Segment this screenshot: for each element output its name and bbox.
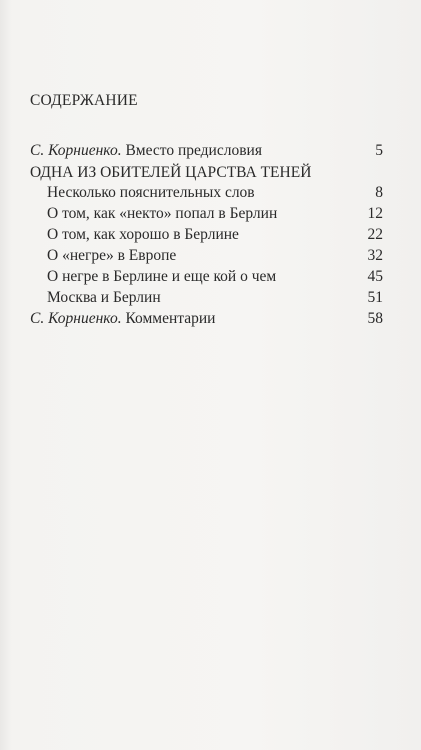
toc-entry-page: 22 bbox=[367, 226, 383, 243]
toc-entry-page: 12 bbox=[367, 205, 383, 222]
toc-entry-author: С. Корниенко. bbox=[30, 142, 122, 159]
toc-entry-title-text: Комментарии bbox=[121, 310, 216, 327]
toc-section-title: ОДНА ИЗ ОБИТЕЛЕЙ ЦАРСТВА ТЕНЕЙ bbox=[30, 164, 312, 181]
toc-entry-title bbox=[30, 308, 215, 330]
toc-entry-title: О том, как «некто» попал в Берлин bbox=[47, 205, 278, 222]
contents-heading: СОДЕРЖАНИЕ bbox=[30, 92, 138, 109]
toc-entry-title: Москва и Берлин bbox=[47, 289, 161, 306]
toc-entry-page: 32 bbox=[367, 247, 383, 264]
toc-entry-author: С. Корниенко. bbox=[30, 310, 122, 327]
toc-entry-title bbox=[30, 140, 262, 162]
toc-entry-berlin-arrival bbox=[47, 203, 383, 225]
toc-entry-berlin-good bbox=[47, 224, 383, 246]
toc-entry-europe bbox=[47, 245, 383, 267]
toc-entry-title: О «негре» в Европе bbox=[47, 247, 177, 264]
toc-entry-page: 45 bbox=[367, 268, 383, 285]
toc-entry-explanatory bbox=[47, 182, 383, 204]
toc-entry-moscow-berlin bbox=[47, 287, 383, 309]
toc-entry-page: 51 bbox=[367, 289, 383, 306]
toc-entry-title: О том, как хорошо в Берлине bbox=[47, 226, 239, 243]
toc-entry-page: 5 bbox=[375, 142, 383, 159]
toc-entry-title: Несколько пояснительных слов bbox=[47, 184, 255, 201]
toc-entry-commentary bbox=[30, 308, 383, 330]
toc-entry-berlin-more bbox=[47, 266, 383, 288]
toc-entry-title: О негре в Берлине и еще кой о чем bbox=[47, 268, 277, 285]
toc-entry-foreword bbox=[30, 140, 383, 162]
toc-entry-page: 8 bbox=[375, 184, 383, 201]
toc-entry-page: 58 bbox=[367, 310, 383, 327]
toc-entry-title-text: Вместо предисловия bbox=[121, 142, 262, 159]
